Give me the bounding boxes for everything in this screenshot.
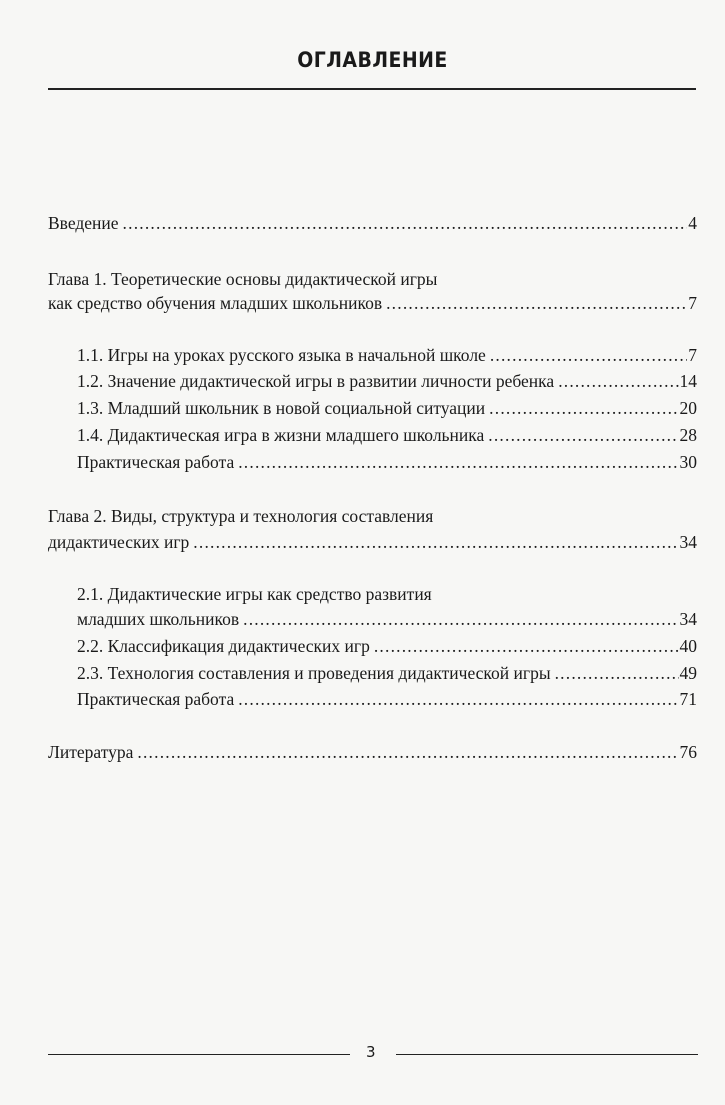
toc-entry-1-3[interactable]	[77, 397, 697, 419]
toc-entry-title: Практическая работа	[77, 689, 235, 709]
page-title: ОГЛАВЛЕНИЕ	[297, 48, 448, 72]
toc-entry-page: 7	[688, 345, 697, 365]
toc-entry-page: 49	[679, 663, 697, 683]
dot-leader	[238, 451, 678, 473]
dot-leader	[137, 741, 678, 763]
title-rule	[48, 88, 696, 90]
footer-rule-left	[48, 1054, 350, 1055]
page-number: 3	[366, 1043, 376, 1061]
toc-entry-title: Литература	[48, 742, 134, 762]
toc-entry-title: младших школьников	[77, 609, 240, 629]
toc-entry-practice-2[interactable]	[77, 688, 697, 710]
dot-leader	[123, 212, 688, 234]
dot-leader	[243, 608, 678, 630]
dot-leader	[238, 688, 678, 710]
toc-entry-2-1[interactable]	[77, 608, 697, 630]
dot-leader	[386, 292, 687, 314]
toc-entry-title: Введение	[48, 213, 119, 233]
toc-entry-title: дидактических игр	[48, 532, 190, 552]
toc-entry-page: 20	[679, 398, 697, 418]
toc-entry-title: как средство обучения младших школьников	[48, 293, 383, 313]
toc-entry-1-4[interactable]	[77, 424, 697, 446]
toc-entry-title: 2.3. Технология составления и проведения дидактической игры	[77, 663, 551, 683]
toc-entry-page: 40	[679, 636, 697, 656]
toc-entry-literature[interactable]	[48, 741, 697, 763]
dot-leader	[558, 370, 678, 392]
toc-entry-page: 34	[679, 609, 697, 629]
toc-entry-title: Практическая работа	[77, 452, 235, 472]
toc-entry-page: 14	[679, 371, 697, 391]
toc-entry-page: 7	[688, 293, 697, 313]
toc-entry-title: 1.3. Младший школьник в новой социальной ситуации	[77, 398, 486, 418]
toc-entry-page: 76	[679, 742, 697, 762]
dot-leader	[193, 531, 678, 553]
footer-rule-right	[396, 1054, 698, 1055]
toc-entry-title: 1.1. Игры на уроках русского языка в начальной школе	[77, 345, 486, 365]
toc-chapter-2-title-line1: Глава 2. Виды, структура и технология составления	[48, 506, 434, 526]
toc-entry-page: 28	[679, 425, 697, 445]
dot-leader	[555, 662, 679, 684]
toc-entry-chapter-1[interactable]	[48, 292, 697, 314]
dot-leader	[488, 424, 678, 446]
toc-entry-page: 4	[688, 213, 697, 233]
toc-chapter-1-title-line1: Глава 1. Теоретические основы дидактической игры	[48, 269, 438, 289]
toc-entry-page: 30	[679, 452, 697, 472]
dot-leader	[374, 635, 679, 657]
toc-entry-1-2[interactable]	[77, 370, 697, 392]
toc-entry-1-1[interactable]	[77, 344, 697, 366]
toc-entry-page: 34	[679, 532, 697, 552]
dot-leader	[490, 344, 687, 366]
toc-entry-practice-1[interactable]	[77, 451, 697, 473]
toc-entry-intro[interactable]	[48, 212, 697, 234]
toc-entry-2-3[interactable]	[77, 662, 697, 684]
toc-entry-chapter-2[interactable]	[48, 531, 697, 553]
toc-entry-title: 1.2. Значение дидактической игры в развитии личности ребенка	[77, 371, 555, 391]
toc-entry-title: 2.2. Классификация дидактических игр	[77, 636, 370, 656]
toc-entry-2-2[interactable]	[77, 635, 697, 657]
toc-entry-2-1-line1: 2.1. Дидактические игры как средство развития	[77, 584, 432, 604]
toc-entry-page: 71	[679, 689, 697, 709]
toc-entry-title: 1.4. Дидактическая игра в жизни младшего школьника	[77, 425, 485, 445]
dot-leader	[489, 397, 678, 419]
